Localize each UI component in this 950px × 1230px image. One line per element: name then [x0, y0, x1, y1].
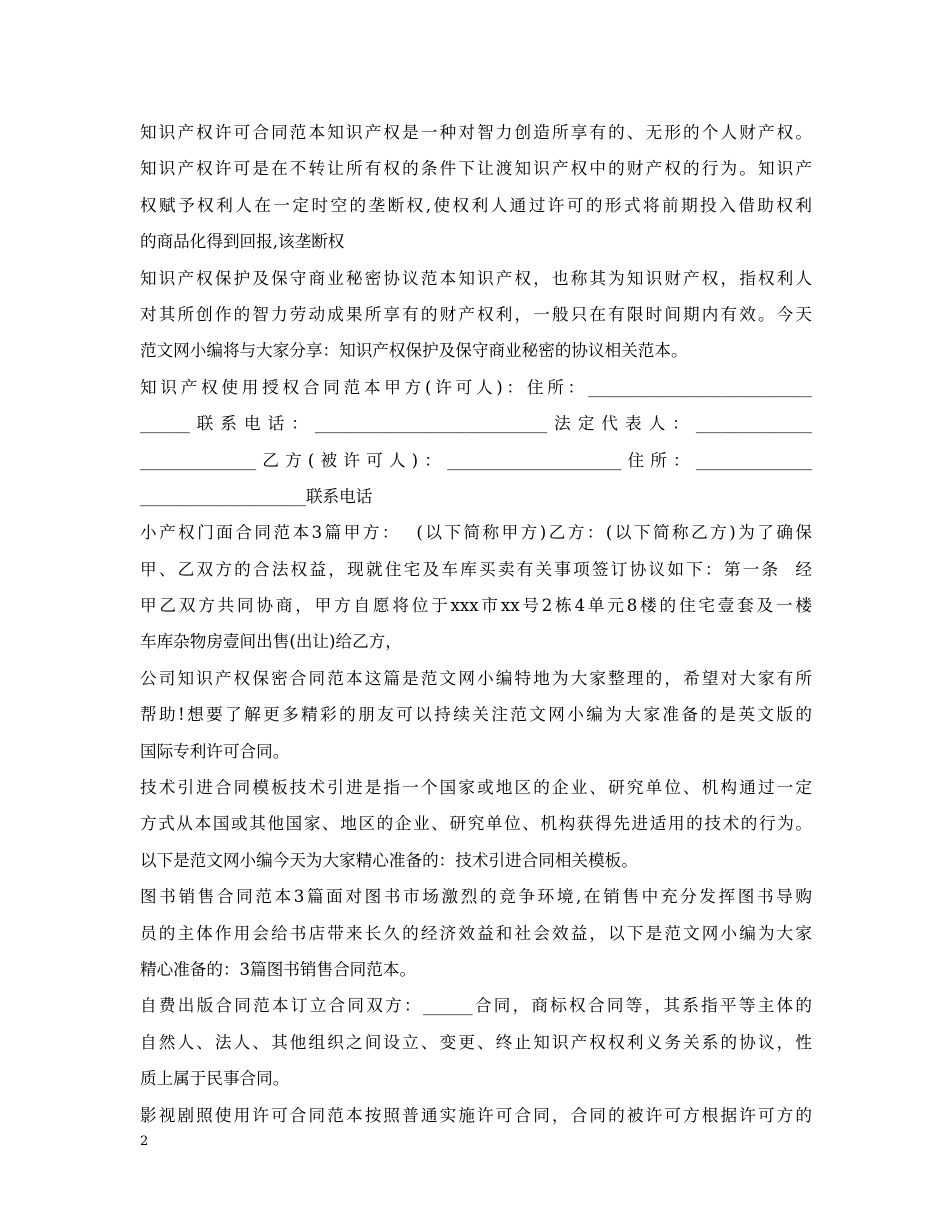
- text-line: 知识产权许可是在不转让所有权的条件下让渡知识产权中的财产权的行为。知识产: [140, 159, 812, 179]
- text-line: 技术引进合同模板技术引进是指一个国家或地区的企业、研究单位、机构通过一定: [140, 778, 812, 798]
- text-line: 国际专利许可合同。: [140, 741, 290, 761]
- text-line: 对其所创作的智力劳动成果所享有的财产权利，一般只在有限时间期内有效。今天: [140, 304, 812, 324]
- text-line: 知识产权保护及保守商业秘密协议范本知识产权，也称其为知识财产权，指权利人: [140, 268, 812, 288]
- text-line: 知识产权许可合同范本知识产权是一种对智力创造所享有的、无形的个人财产权。: [140, 123, 812, 142]
- text-line: 影视剧照使用许可合同范本按照普通实施许可合同，合同的被许可方根据许可方的: [140, 1105, 812, 1125]
- text-line: 精心准备的：3篇图书销售合同范本。: [140, 959, 417, 979]
- text-line: 甲、乙双方的合法权益，现就住宅及车库买卖有关事项签订协议如下：第一条 经: [140, 559, 812, 579]
- text-line: 帮助!想要了解更多精彩的朋友可以持续关注范文网小编为大家准备的是英文版的: [140, 705, 812, 725]
- text-line: ______联系电话：____________________________法定代表人：______________: [140, 414, 812, 434]
- text-line: 图书销售合同范本3篇面对图书市场激烈的竞争环境,在销售中充分发挥图书导购: [140, 887, 812, 907]
- text-line: 车库杂物房壹间出售(出让)给乙方，: [140, 632, 402, 652]
- text-line: 公司知识产权保密合同范本这篇是范文网小编特地为大家整理的，希望对大家有所: [140, 668, 812, 688]
- text-line: 范文网小编将与大家分享：知识产权保护及保守商业秘密的协议相关范本。: [140, 341, 688, 361]
- text-line: 的商品化得到回报,该垄断权: [140, 232, 345, 252]
- text-line: 以下是范文网小编今天为大家精心准备的：技术引进合同相关模板。: [140, 850, 638, 870]
- text-line: ______________乙方(被许可人)：_____________________住所：______________: [140, 450, 812, 470]
- text-line: 员的主体作用会给书店带来长久的经济效益和社会效益，以下是范文网小编为大家: [140, 923, 812, 943]
- text-line: 方式从本国或其他国家、地区的企业、研究单位、机构获得先进适用的技术的行为。: [140, 814, 812, 834]
- text-line: ____________________联系电话: [140, 486, 373, 506]
- text-line: 甲乙双方共同协商，甲方自愿将位于xxx市xx号2栋4单元8楼的住宅壹套及一楼: [140, 596, 812, 616]
- text-line: 质上属于民事合同。: [140, 1069, 290, 1089]
- text-line: 自费出版合同范本订立合同双方：______合同，商标权合同等，其系指平等主体的: [140, 996, 812, 1016]
- text-line: 权赋予权利人在一定时空的垄断权,使权利人通过许可的形式将前期投入借助权利: [140, 195, 812, 215]
- page-number: 2: [140, 1134, 149, 1149]
- text-line: 知识产权使用授权合同范本甲方(许可人)：住所：___________________________: [140, 377, 812, 397]
- text-line: 小产权门面合同范本3篇甲方： (以下简称甲方)乙方：(以下简称乙方)为了确保: [140, 523, 812, 543]
- text-line: 自然人、法人、其他组织之间设立、变更、终止知识产权权利义务关系的协议，性: [140, 1032, 812, 1052]
- document-body: [140, 115, 812, 1134]
